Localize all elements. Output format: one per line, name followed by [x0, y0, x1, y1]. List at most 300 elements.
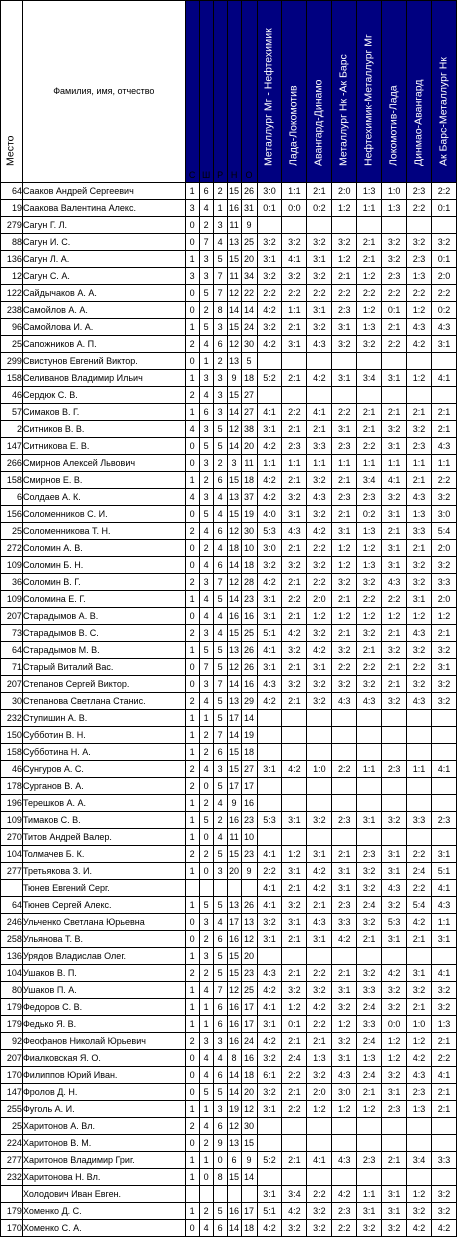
stat-o-cell: 25: [241, 234, 257, 251]
match-1-result-cell: 6:1: [257, 1067, 282, 1084]
match-7-result-cell: 3:1: [407, 965, 432, 982]
match-8-result-cell: 2:1: [431, 1033, 456, 1050]
table-row: [1, 370, 457, 387]
match-5-result-cell: [357, 778, 382, 795]
table-row: [1, 761, 457, 778]
name-cell: Сааков Андрей Сергеевич: [22, 183, 185, 200]
stat-r-cell: 5: [213, 778, 227, 795]
match-6-result-cell: 3:1: [382, 846, 407, 863]
table-row: [1, 795, 457, 812]
stat-sh-cell: 5: [199, 812, 213, 829]
match-6-result-cell: 0:0: [382, 1016, 407, 1033]
match-6-result-cell: [382, 1169, 407, 1186]
name-cell: Соломенникова Т. Н.: [22, 523, 185, 540]
match-2-result-cell: 2:3: [282, 438, 307, 455]
match-3-result-cell: 1:2: [307, 1101, 332, 1118]
stat-sh-cell: 2: [199, 1135, 213, 1152]
place-cell: 64: [1, 897, 23, 914]
place-cell: 179: [1, 1016, 23, 1033]
match-2-result-cell: [282, 744, 307, 761]
stat-n-cell: 12: [227, 1118, 241, 1135]
match-2-result-cell: 3:1: [282, 506, 307, 523]
match-5-result-cell: [357, 387, 382, 404]
stat-sh-cell: 3: [199, 676, 213, 693]
stat-s-cell: 0: [185, 1220, 199, 1237]
match-6-result-cell: 4:1: [382, 472, 407, 489]
stat-sh-cell: 4: [199, 591, 213, 608]
match-3-result-cell: 3:2: [307, 268, 332, 285]
match-7-result-cell: 1:2: [407, 302, 432, 319]
match-6-result-cell: 3:1: [382, 1203, 407, 1220]
match-7-result-cell: 3:3: [407, 812, 432, 829]
match-5-result-cell: 2:2: [357, 591, 382, 608]
match-6-result-cell: [382, 1118, 407, 1135]
stat-s-cell: 0: [185, 353, 199, 370]
stat-n-cell: 12: [227, 421, 241, 438]
stat-sh-cell: 4: [199, 1050, 213, 1067]
match-3-result-cell: 2:1: [307, 1033, 332, 1050]
table-row: [1, 200, 457, 217]
match-6-result-cell: 3:2: [382, 1067, 407, 1084]
stat-o-cell: 26: [241, 659, 257, 676]
table-row: [1, 948, 457, 965]
match-8-result-cell: 2:1: [431, 421, 456, 438]
stat-o-cell: 22: [241, 285, 257, 302]
match-8-result-cell: 2:2: [431, 183, 456, 200]
stat-s-cell: 0: [185, 1050, 199, 1067]
match-2-result-cell: 2:1: [282, 319, 307, 336]
match-7-result-cell: [407, 795, 432, 812]
stat-n-cell: 14: [227, 591, 241, 608]
match-1-result-cell: 5:3: [257, 812, 282, 829]
match-4-result-cell: 2:1: [332, 625, 357, 642]
stat-s-cell: 1: [185, 999, 199, 1016]
match-4-result-cell: 3:1: [332, 863, 357, 880]
match-2-result-cell: [282, 948, 307, 965]
stat-sh-cell: 2: [199, 965, 213, 982]
match-7-result-cell: 1:2: [407, 1186, 432, 1203]
match-3-result-cell: 3:2: [307, 234, 332, 251]
stat-n-cell: 16: [227, 931, 241, 948]
header-stat-r: Р: [213, 1, 227, 183]
place-cell: 279: [1, 217, 23, 234]
stat-sh-cell: 2: [199, 744, 213, 761]
match-7-result-cell: 2:2: [407, 880, 432, 897]
name-cell: Степанова Светлана Станис.: [22, 693, 185, 710]
match-3-result-cell: 2:0: [307, 1084, 332, 1101]
name-cell: Симаков В. Г.: [22, 404, 185, 421]
match-4-result-cell: [332, 217, 357, 234]
table-row: [1, 489, 457, 506]
stat-n-cell: 11: [227, 217, 241, 234]
match-4-result-cell: 1:2: [332, 608, 357, 625]
stat-n-cell: 12: [227, 574, 241, 591]
match-2-result-cell: 2:2: [282, 1101, 307, 1118]
stat-o-cell: 13: [241, 914, 257, 931]
match-6-result-cell: [382, 948, 407, 965]
table-row: [1, 574, 457, 591]
stat-sh-cell: 7: [199, 659, 213, 676]
match-4-result-cell: 3:1: [332, 421, 357, 438]
stat-sh-cell: 5: [199, 506, 213, 523]
place-cell: 71: [1, 659, 23, 676]
name-cell: Ситников В. В.: [22, 421, 185, 438]
stat-o-cell: 17: [241, 1016, 257, 1033]
stat-s-cell: [185, 1186, 199, 1203]
match-4-result-cell: [332, 778, 357, 795]
stat-sh-cell: 4: [199, 982, 213, 999]
table-row: [1, 1186, 457, 1203]
stat-r-cell: 2: [213, 353, 227, 370]
match-3-result-cell: 2:1: [307, 897, 332, 914]
match-5-result-cell: [357, 744, 382, 761]
match-3-result-cell: [307, 353, 332, 370]
stat-n-cell: 19: [227, 1101, 241, 1118]
match-2-result-cell: [282, 1135, 307, 1152]
table-row: [1, 523, 457, 540]
stat-s-cell: 1: [185, 948, 199, 965]
match-5-result-cell: 4:3: [357, 693, 382, 710]
match-2-result-cell: 1:2: [282, 999, 307, 1016]
match-6-result-cell: [382, 744, 407, 761]
match-2-result-cell: 2:2: [282, 285, 307, 302]
match-4-result-cell: 3:2: [332, 999, 357, 1016]
stat-o-cell: 10: [241, 540, 257, 557]
stat-n-cell: 20: [227, 863, 241, 880]
match-3-result-cell: 2:2: [307, 1186, 332, 1203]
place-cell: 258: [1, 931, 23, 948]
match-6-result-cell: [382, 778, 407, 795]
match-1-result-cell: 3:2: [257, 268, 282, 285]
stat-r-cell: 6: [213, 1118, 227, 1135]
table-row: [1, 1050, 457, 1067]
header-match-4: Металлург Нк -Ак Барс: [332, 1, 357, 183]
match-6-result-cell: 3:2: [382, 1220, 407, 1237]
match-5-result-cell: [357, 1135, 382, 1152]
name-cell: Ушаков В. П.: [22, 965, 185, 982]
stat-sh-cell: 3: [199, 574, 213, 591]
name-cell: Селиванов Владимир Ильич: [22, 370, 185, 387]
stat-sh-cell: 1: [199, 710, 213, 727]
match-4-result-cell: [332, 387, 357, 404]
match-4-result-cell: 2:2: [332, 659, 357, 676]
stat-o-cell: 14: [241, 710, 257, 727]
match-3-result-cell: 3:1: [307, 659, 332, 676]
table-row: [1, 676, 457, 693]
match-7-result-cell: 4:3: [407, 693, 432, 710]
match-1-result-cell: 4:2: [257, 693, 282, 710]
match-2-result-cell: [282, 727, 307, 744]
match-5-result-cell: 1:3: [357, 1050, 382, 1067]
match-1-result-cell: 3:1: [257, 659, 282, 676]
stat-sh-cell: 4: [199, 523, 213, 540]
match-1-result-cell: [257, 948, 282, 965]
stat-n-cell: [227, 1186, 241, 1203]
match-4-result-cell: [332, 948, 357, 965]
match-5-result-cell: 3:2: [357, 1220, 382, 1237]
match-6-result-cell: 3:2: [382, 234, 407, 251]
match-1-result-cell: 4:2: [257, 1220, 282, 1237]
match-2-result-cell: 1:1: [282, 302, 307, 319]
stat-n-cell: 9: [227, 795, 241, 812]
stat-r-cell: 6: [213, 1220, 227, 1237]
place-cell: 104: [1, 965, 23, 982]
stat-r-cell: [213, 1186, 227, 1203]
stat-o-cell: 17: [241, 1203, 257, 1220]
match-7-result-cell: 1:3: [407, 268, 432, 285]
name-cell: Феофанов Николай Юрьевич: [22, 1033, 185, 1050]
stat-n-cell: 13: [227, 353, 241, 370]
match-5-result-cell: 2:4: [357, 999, 382, 1016]
match-7-result-cell: 1:2: [407, 370, 432, 387]
stat-s-cell: 1: [185, 863, 199, 880]
match-7-result-cell: 3:2: [407, 421, 432, 438]
match-4-result-cell: 3:0: [332, 1084, 357, 1101]
stat-sh-cell: 5: [199, 319, 213, 336]
stat-n-cell: 15: [227, 965, 241, 982]
stat-n-cell: 15: [227, 319, 241, 336]
match-5-result-cell: 2:1: [357, 931, 382, 948]
stat-r-cell: 5: [213, 438, 227, 455]
place-cell: 46: [1, 387, 23, 404]
stat-o-cell: 16: [241, 795, 257, 812]
match-1-result-cell: 4:1: [257, 880, 282, 897]
match-1-result-cell: 4:2: [257, 472, 282, 489]
match-5-result-cell: [357, 829, 382, 846]
name-cell: Свистунов Евгений Виктор.: [22, 353, 185, 370]
match-6-result-cell: [382, 217, 407, 234]
match-7-result-cell: [407, 1135, 432, 1152]
place-cell: [1, 1186, 23, 1203]
match-6-result-cell: [382, 795, 407, 812]
match-1-result-cell: 4:3: [257, 676, 282, 693]
place-cell: 104: [1, 846, 23, 863]
stat-sh-cell: [199, 880, 213, 897]
match-8-result-cell: 0:2: [431, 302, 456, 319]
match-3-result-cell: [307, 1135, 332, 1152]
match-8-result-cell: 3:0: [431, 506, 456, 523]
match-1-result-cell: [257, 1118, 282, 1135]
match-7-result-cell: 2:2: [407, 846, 432, 863]
stat-o-cell: 30: [241, 336, 257, 353]
stat-n-cell: 3: [227, 455, 241, 472]
stat-s-cell: 3: [185, 200, 199, 217]
match-1-result-cell: 3:2: [257, 914, 282, 931]
match-5-result-cell: 2:1: [357, 642, 382, 659]
stat-r-cell: 2: [213, 455, 227, 472]
stat-n-cell: 15: [227, 625, 241, 642]
match-3-result-cell: [307, 710, 332, 727]
match-5-result-cell: 2:3: [357, 846, 382, 863]
match-2-result-cell: 2:1: [282, 1084, 307, 1101]
stat-r-cell: 3: [213, 1101, 227, 1118]
stat-r-cell: 6: [213, 557, 227, 574]
stat-n-cell: 15: [227, 846, 241, 863]
match-7-result-cell: 2:1: [407, 404, 432, 421]
stat-r-cell: 8: [213, 302, 227, 319]
match-8-result-cell: 1:3: [431, 1016, 456, 1033]
stat-s-cell: 4: [185, 489, 199, 506]
stat-n-cell: 13: [227, 234, 241, 251]
match-5-result-cell: [357, 727, 382, 744]
stat-sh-cell: [199, 1186, 213, 1203]
match-7-result-cell: 1:2: [407, 608, 432, 625]
table-row: [1, 183, 457, 200]
place-cell: 12: [1, 268, 23, 285]
stat-n-cell: 15: [227, 387, 241, 404]
match-5-result-cell: 3:3: [357, 1016, 382, 1033]
match-8-result-cell: 2:0: [431, 591, 456, 608]
table-row: [1, 234, 457, 251]
table-row: [1, 880, 457, 897]
name-cell: Соломенников С. И.: [22, 506, 185, 523]
table-row: [1, 863, 457, 880]
stat-r-cell: 6: [213, 336, 227, 353]
header-place: Место: [1, 1, 23, 183]
match-8-result-cell: 4:1: [431, 965, 456, 982]
match-3-result-cell: 0:2: [307, 200, 332, 217]
stat-sh-cell: 2: [199, 472, 213, 489]
stat-s-cell: 2: [185, 523, 199, 540]
match-1-result-cell: 3:2: [257, 234, 282, 251]
stat-o-cell: 11: [241, 455, 257, 472]
stat-sh-cell: 6: [199, 404, 213, 421]
stat-n-cell: 16: [227, 608, 241, 625]
match-1-result-cell: 4:2: [257, 302, 282, 319]
name-cell: Ситникова Е. В.: [22, 438, 185, 455]
match-8-result-cell: 0:1: [431, 251, 456, 268]
stat-sh-cell: 5: [199, 438, 213, 455]
stat-r-cell: 5: [213, 1084, 227, 1101]
stat-o-cell: 19: [241, 506, 257, 523]
match-3-result-cell: 3:1: [307, 302, 332, 319]
match-8-result-cell: 3:2: [431, 999, 456, 1016]
match-8-result-cell: [431, 795, 456, 812]
match-4-result-cell: 4:2: [332, 1186, 357, 1203]
match-4-result-cell: 2:2: [332, 404, 357, 421]
match-4-result-cell: 1:2: [332, 1016, 357, 1033]
stat-sh-cell: 0: [199, 863, 213, 880]
stat-o-cell: 16: [241, 1050, 257, 1067]
match-4-result-cell: [332, 727, 357, 744]
match-3-result-cell: [307, 744, 332, 761]
stat-n-cell: 13: [227, 693, 241, 710]
table-row: [1, 438, 457, 455]
place-cell: 270: [1, 829, 23, 846]
match-3-result-cell: 2:1: [307, 421, 332, 438]
match-7-result-cell: [407, 710, 432, 727]
stat-o-cell: 26: [241, 897, 257, 914]
stat-r-cell: 4: [213, 608, 227, 625]
name-cell: Ульченко Светлана Юрьевна: [22, 914, 185, 931]
stat-n-cell: 15: [227, 472, 241, 489]
match-5-result-cell: 1:2: [357, 302, 382, 319]
stat-o-cell: 20: [241, 948, 257, 965]
stat-s-cell: 0: [185, 540, 199, 557]
match-8-result-cell: [431, 1135, 456, 1152]
match-3-result-cell: 2:0: [307, 591, 332, 608]
match-5-result-cell: 3:2: [357, 965, 382, 982]
place-cell: 136: [1, 948, 23, 965]
table-row: [1, 1169, 457, 1186]
match-4-result-cell: 3:2: [332, 574, 357, 591]
table-row: [1, 1135, 457, 1152]
match-8-result-cell: 4:3: [431, 897, 456, 914]
place-cell: 246: [1, 914, 23, 931]
match-4-result-cell: 2:3: [332, 1203, 357, 1220]
match-1-result-cell: [257, 217, 282, 234]
stat-s-cell: 1: [185, 183, 199, 200]
table-row: [1, 591, 457, 608]
match-8-result-cell: 3:1: [431, 931, 456, 948]
match-2-result-cell: 4:2: [282, 1203, 307, 1220]
match-5-result-cell: 3:2: [357, 863, 382, 880]
match-7-result-cell: [407, 217, 432, 234]
stat-o-cell: 10: [241, 829, 257, 846]
stat-o-cell: 27: [241, 761, 257, 778]
stat-o-cell: 23: [241, 965, 257, 982]
match-1-result-cell: 4:1: [257, 642, 282, 659]
match-2-result-cell: 1:2: [282, 846, 307, 863]
stat-o-cell: 18: [241, 744, 257, 761]
place-cell: 109: [1, 591, 23, 608]
match-8-result-cell: [431, 778, 456, 795]
match-2-result-cell: 4:1: [282, 251, 307, 268]
match-2-result-cell: 3:4: [282, 1186, 307, 1203]
stat-s-cell: 0: [185, 659, 199, 676]
place-cell: 25: [1, 336, 23, 353]
match-4-result-cell: 1:1: [332, 455, 357, 472]
stat-n-cell: 13: [227, 897, 241, 914]
match-8-result-cell: 3:2: [431, 1186, 456, 1203]
stat-r-cell: 3: [213, 217, 227, 234]
place-cell: 57: [1, 404, 23, 421]
match-6-result-cell: 2:2: [382, 285, 407, 302]
stat-s-cell: 0: [185, 455, 199, 472]
stat-r-cell: 8: [213, 1169, 227, 1186]
match-2-result-cell: 4:2: [282, 761, 307, 778]
match-8-result-cell: [431, 353, 456, 370]
match-4-result-cell: 3:1: [332, 982, 357, 999]
stat-o-cell: 17: [241, 778, 257, 795]
match-1-result-cell: 0:1: [257, 200, 282, 217]
match-3-result-cell: 2:2: [307, 1016, 332, 1033]
match-7-result-cell: 1:1: [407, 455, 432, 472]
match-1-result-cell: 5:3: [257, 523, 282, 540]
place-cell: 158: [1, 472, 23, 489]
match-2-result-cell: 2:2: [282, 1067, 307, 1084]
match-6-result-cell: [382, 1135, 407, 1152]
stat-o-cell: 18: [241, 370, 257, 387]
place-cell: 36: [1, 574, 23, 591]
match-8-result-cell: 4:3: [431, 319, 456, 336]
name-cell: Сайдычаков А. А.: [22, 285, 185, 302]
stat-n-cell: 16: [227, 1033, 241, 1050]
place-cell: 207: [1, 676, 23, 693]
match-2-result-cell: [282, 217, 307, 234]
match-7-result-cell: 2:2: [407, 200, 432, 217]
table-row: [1, 1016, 457, 1033]
table-row: [1, 778, 457, 795]
stat-s-cell: 2: [185, 846, 199, 863]
match-4-result-cell: 1:2: [332, 251, 357, 268]
match-5-result-cell: 2:2: [357, 438, 382, 455]
match-7-result-cell: 1:2: [407, 1033, 432, 1050]
match-3-result-cell: 3:1: [307, 846, 332, 863]
match-4-result-cell: 3:2: [332, 642, 357, 659]
match-6-result-cell: 4:3: [382, 574, 407, 591]
stat-sh-cell: 2: [199, 795, 213, 812]
